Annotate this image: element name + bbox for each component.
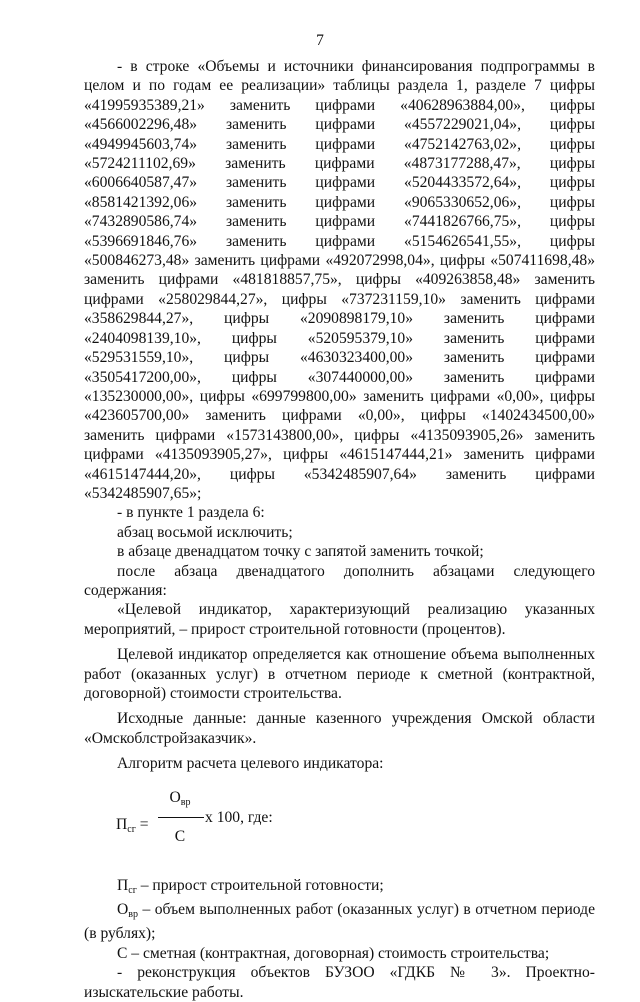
paragraph-section6: - в пункте 1 раздела 6: xyxy=(117,504,265,522)
paragraph-amendments: - в строке «Объемы и источники финансирования подпрограммы в целом и по годам ее реализации» таблицы раздела 1, разделе 7 цифры «41995935389,21» заменить цифрами «40628963884,00», цифры «4566002296,48» заменить цифрами «4557229021,04», цифры «4949945603,74» заменить цифрами «4752142763,02», цифры «5724211102,69» заменить цифрами «4873177288,47», цифры «6006640587,47» заменить цифрами «5204433572,64», цифры «8581421392,06» заменить цифрами «9065330652,06», цифры «7432890586,74» заменить цифрами «7441826766,75», цифры «5396691846,76» заменить цифрами «5154626541,55», цифры «500846273,48» заменить цифрами «492072998,04», цифры «507411698,48» заменить цифрами «481818857,75», цифры «409263858,48» заменить цифрами «258029844,27», цифры «737231159,10» заменить цифрами «358629844,27», цифры «2090898179,10» заменить цифрами «2404098139,10», цифры «520595379,10» заменить цифрами «529531559,10», цифры «4630323400,00» заменить цифрами «3505417200,00», цифры «307440000,00» заменить цифрами «135230000,00», цифры «699799800,00» заменить цифрами «0,00», цифры «423605700,00» заменить цифрами «0,00», цифры «1402434500,00» заменить цифрами «1573143800,00», цифры «4135093905,26» заменить цифрами «4135093905,27», цифры «4615147444,21» заменить цифрами «4615147444,20», цифры «5342485907,64» заменить цифрами «5342485907,65»; xyxy=(84,58,595,502)
definition-c: С – сметная (контрактная, договорная) стоимость строительства; xyxy=(117,944,550,962)
paragraph-indicator-definition: Целевой индикатор определяется как отношение объема выполненных работ (оказанных услуг) в отчетном периоде к сметной (контрактной, договорной) стоимости строительства. xyxy=(84,646,595,702)
formula-rhs: x 100, где: xyxy=(205,808,273,826)
definitions xyxy=(84,876,595,1002)
formula-denominator: С xyxy=(174,827,186,845)
definition-o: $О_{вр}$ – объем выполненных работ (оказанных услуг) в отчетном периоде (в рублях); xyxy=(84,901,595,943)
page-number: 7 xyxy=(316,32,324,49)
paragraph-source-data: Исходные данные: данные казенного учреждения Омской области «Омскоблстройзаказчик». xyxy=(84,710,595,747)
definition-p: $П_{сг}$ – прирост строительной готовности; xyxy=(117,876,384,896)
formula xyxy=(84,788,595,864)
document-body xyxy=(84,57,595,1002)
paragraph-item-delete: абзац восьмой исключить; xyxy=(117,523,293,541)
paragraph-indicator: «Целевой индикатор, характеризующий реализацию указанных мероприятий, – прирост строительной готовности (процентов). xyxy=(84,601,595,638)
formula-numerator: $О_{вр}$ xyxy=(169,788,191,808)
paragraph-item-add: после абзаца двенадцатого дополнить абзацами следующего содержания: xyxy=(84,562,595,599)
definition-object: - реконструкция объектов БУЗОО «ГДКБ № 3». Проектно-изыскательские работы. xyxy=(84,964,595,1001)
formula-lhs: $П_{сг}$ = xyxy=(116,815,149,835)
paragraph-item-replace: в абзаце двенадцатом точку с запятой заменить точкой; xyxy=(117,543,484,561)
paragraph-algorithm: Алгоритм расчета целевого индикатора: xyxy=(117,755,384,773)
fraction-bar xyxy=(158,817,204,818)
